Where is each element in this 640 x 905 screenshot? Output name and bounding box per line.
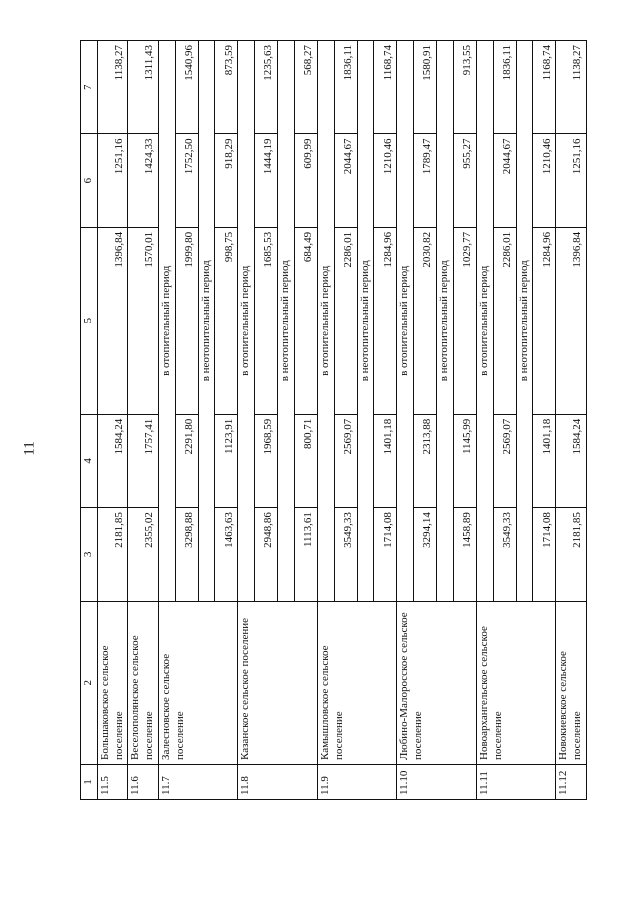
value-cell: 800,71 — [294, 414, 317, 507]
col-header-7: 7 — [81, 41, 98, 134]
value-cell: 1235,63 — [255, 41, 278, 134]
value-cell: 2030,82 — [414, 227, 437, 414]
value-cell: 2569,07 — [334, 414, 357, 507]
value-cell: 3298,88 — [175, 508, 198, 601]
row-number: 11.9 — [317, 764, 397, 799]
value-cell: 1251,16 — [556, 134, 587, 227]
value-cell: 684,49 — [294, 227, 317, 414]
value-cell: 2948,86 — [255, 508, 278, 601]
value-cell: 1458,89 — [453, 508, 476, 601]
value-cell: 1540,96 — [175, 41, 198, 134]
period-label-row — [158, 41, 175, 800]
row-number: 11.6 — [128, 764, 159, 799]
row-number: 11.10 — [397, 764, 477, 799]
value-cell: 2181,85 — [556, 508, 587, 601]
value-cell: 2044,67 — [334, 134, 357, 227]
tariff-table — [80, 40, 587, 800]
settlement-name: Новоархангельское сельское поселение — [476, 601, 556, 764]
value-cell: 955,27 — [453, 134, 476, 227]
value-cell: 1210,46 — [533, 134, 556, 227]
settlement-name: Веселополянское сельское поселение — [128, 601, 159, 764]
period-label: в неотопительный период — [357, 41, 374, 602]
period-label: в отопительный период — [476, 41, 493, 602]
value-cell: 1584,24 — [97, 414, 128, 507]
row-number: 11.11 — [476, 764, 556, 799]
col-header-3: 3 — [81, 508, 98, 601]
value-cell: 1396,84 — [556, 227, 587, 414]
value-cell: 1424,33 — [128, 134, 159, 227]
value-cell: 2044,67 — [493, 134, 516, 227]
value-cell: 2181,85 — [97, 508, 128, 601]
value-cell: 1463,63 — [215, 508, 238, 601]
rotated-table-container — [80, 40, 630, 800]
value-cell: 1284,96 — [374, 227, 397, 414]
value-cell: 1311,43 — [128, 41, 159, 134]
value-cell: 1029,77 — [453, 227, 476, 414]
value-cell: 1685,53 — [255, 227, 278, 414]
value-cell: 1210,46 — [374, 134, 397, 227]
period-label: в отопительный период — [158, 41, 175, 602]
value-cell: 918,29 — [215, 134, 238, 227]
value-cell: 1284,96 — [533, 227, 556, 414]
row-number: 11.12 — [556, 764, 587, 799]
value-cell: 1113,61 — [294, 508, 317, 601]
value-cell: 1836,11 — [493, 41, 516, 134]
value-cell: 2569,07 — [493, 414, 516, 507]
period-label: в отопительный период — [317, 41, 334, 602]
table-row — [128, 41, 159, 800]
period-label-row — [238, 41, 255, 800]
period-label: в отопительный период — [238, 41, 255, 602]
value-cell: 2291,80 — [175, 414, 198, 507]
value-cell: 1714,08 — [533, 508, 556, 601]
value-cell: 1444,19 — [255, 134, 278, 227]
value-cell: 1145,99 — [453, 414, 476, 507]
settlement-name: Большаковское сельское поселение — [97, 601, 128, 764]
value-cell: 1168,74 — [374, 41, 397, 134]
value-cell: 1752,50 — [175, 134, 198, 227]
value-cell: 873,59 — [215, 41, 238, 134]
row-number: 11.8 — [238, 764, 318, 799]
value-cell: 2286,01 — [334, 227, 357, 414]
value-cell: 998,75 — [215, 227, 238, 414]
period-label-row — [476, 41, 493, 800]
value-cell: 1570,01 — [128, 227, 159, 414]
period-label: в неотопительный период — [198, 41, 215, 602]
period-label-row — [317, 41, 334, 800]
value-cell: 568,27 — [294, 41, 317, 134]
table-row — [97, 41, 128, 800]
value-cell: 609,99 — [294, 134, 317, 227]
row-number: 11.5 — [97, 764, 128, 799]
value-cell: 2313,88 — [414, 414, 437, 507]
value-cell: 3549,33 — [334, 508, 357, 601]
settlement-name: Казанское сельское поселение — [238, 601, 318, 764]
value-cell: 1580,91 — [414, 41, 437, 134]
settlement-name: Залесновское сельское поселение — [158, 601, 238, 764]
value-cell: 1168,74 — [533, 41, 556, 134]
value-cell: 1836,11 — [334, 41, 357, 134]
value-cell: 1251,16 — [97, 134, 128, 227]
period-label: в отопительный период — [397, 41, 414, 602]
settlement-name: Камышловское сельское поселение — [317, 601, 397, 764]
period-label: в неотопительный период — [516, 41, 533, 602]
value-cell: 1138,27 — [556, 41, 587, 134]
value-cell: 1138,27 — [97, 41, 128, 134]
value-cell: 1401,18 — [374, 414, 397, 507]
value-cell: 1396,84 — [97, 227, 128, 414]
value-cell: 1401,18 — [533, 414, 556, 507]
settlement-name: Любино-Малоросское сельское поселение — [397, 601, 477, 764]
row-number: 11.7 — [158, 764, 238, 799]
value-cell: 1789,47 — [414, 134, 437, 227]
col-header-4: 4 — [81, 414, 98, 507]
value-cell: 1757,41 — [128, 414, 159, 507]
period-label: в неотопительный период — [278, 41, 295, 602]
value-cell: 3549,33 — [493, 508, 516, 601]
value-cell: 2355,02 — [128, 508, 159, 601]
header-row — [81, 41, 98, 800]
value-cell: 913,55 — [453, 41, 476, 134]
period-label-row — [397, 41, 414, 800]
value-cell: 3294,14 — [414, 508, 437, 601]
page-number: 11 — [21, 441, 38, 456]
settlement-name: Новокиевское сельское поселение — [556, 601, 587, 764]
table-row — [556, 41, 587, 800]
value-cell: 1968,59 — [255, 414, 278, 507]
col-header-5: 5 — [81, 227, 98, 414]
value-cell: 2286,01 — [493, 227, 516, 414]
col-header-2: 2 — [81, 601, 98, 764]
col-header-6: 6 — [81, 134, 98, 227]
value-cell: 1999,80 — [175, 227, 198, 414]
col-header-1: 1 — [81, 764, 98, 799]
value-cell: 1714,08 — [374, 508, 397, 601]
value-cell: 1584,24 — [556, 414, 587, 507]
period-label: в неотопительный период — [437, 41, 454, 602]
value-cell: 1123,91 — [215, 414, 238, 507]
